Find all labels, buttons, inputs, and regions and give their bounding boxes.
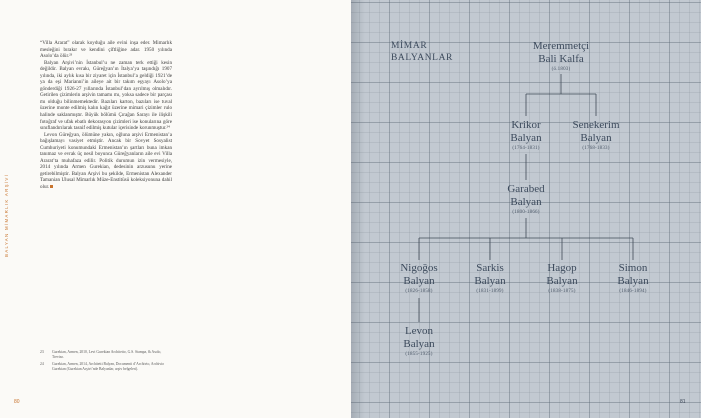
person-years: (1764-1831): [512, 146, 540, 151]
footnote-text: Gurekian, Armen, 2014, Architetti Balyan, Documenti d’Archivio, Archivio Gurekian (Gurekian Arşivi’nde Balyanlar, arşiv belgeleri).: [52, 362, 165, 372]
person-years: (1831-1899): [476, 289, 504, 294]
person-name-line-1: Levon: [404, 325, 434, 337]
footnote-number: 23: [40, 350, 44, 354]
person-years: (1800-1866): [512, 210, 540, 215]
person-name-line-1: Simon: [618, 262, 648, 274]
page-number-left: 80: [14, 399, 20, 405]
person-name-line-1: Garabed: [507, 183, 545, 195]
person-years: (1846-1894): [619, 289, 647, 294]
person-senekerim-balyan: [551, 119, 641, 151]
paragraph-3: [40, 132, 172, 191]
person-name-line-2: Balyan: [403, 337, 435, 350]
body-text: [40, 40, 172, 191]
paragraph-1: “Villa Ararat” olarak koyduğu aile evini inşa eder. Mimarlık mesleğini bırakır ve kendini çiftliğine adar. 1950 yılında Asolo’da ölür.²³: [40, 40, 172, 60]
person-years: (1768-1833): [582, 146, 610, 151]
person-mermemetci-bali-kalfa: [516, 40, 606, 72]
footnote-text: Gurekian, Armen, 2010, Levi Gurekian Architetto, G.S. Stampa, & Asolo, Treviso.: [52, 350, 162, 360]
footnotes: [40, 350, 172, 374]
end-of-article-square-icon: [50, 185, 53, 188]
person-name-line-2: Balyan: [510, 131, 542, 144]
footnote-24: [40, 362, 172, 372]
paragraph-2: Balyan Arşivi’nin İstanbul’u ne zaman terk ettiği kesin değildir. Balyan evrakı, Güreğyan’ın İtalya’ya taşındığı 1907 yılında, iki aylık kısa bir ziyaret için İstanbul’a geldiği 1921’de ya da eşi Marianni’in aileye ait bir takım eşyayı Asolo’ya gönderdiği 1926-27 yıllarında İstanbul’dan ayrılmış olmalıdır. Getirilen çizimlerin arşivin tamamı mı, yoksa sadece bir parçası mı olduğu bilinmemektedir. Bazıları karton, bazıları ise tuval üzerine monte edilmiş kalın kağıt üzerine mimari çizimler rulo halinde saklanmıştır. Büyük bölümü Çırağan Sarayı ile ilişkili fotoğraf ve ufak ebatlı dekorasyon çizimleri ise konularına göre sınıflandırılarak tasnif edilmiş kutular içerisinde korunmuştur.²⁴: [40, 59, 172, 132]
person-simon-balyan: [588, 262, 678, 294]
footnote-23: [40, 350, 172, 360]
person-name-line-1: Nigoğos: [400, 262, 438, 274]
running-head: BALYAN MİMARLIK ARŞİVİ: [4, 173, 9, 257]
person-name-line-2: Balyan: [580, 131, 612, 144]
tree-title: [391, 40, 481, 64]
person-name-line-1: Senekerim: [572, 119, 620, 131]
person-name-line-2: Balyan: [546, 274, 578, 287]
person-name-line-2: Balyan: [403, 274, 435, 287]
person-name-line-2: Balyan: [510, 195, 542, 208]
person-name-line-1: Meremmetçi: [532, 40, 590, 52]
person-name-line-1: Krikor: [511, 119, 541, 131]
person-name-line-2: Bali Kalfa: [538, 52, 584, 65]
person-name-line-1: Hagop: [547, 262, 577, 274]
person-years: (1838-1875): [548, 289, 576, 294]
footnote-number: 24: [40, 362, 44, 367]
person-garabed-balyan: [481, 183, 571, 215]
person-name-line-2: Balyan: [474, 274, 506, 287]
page-number-right: 81: [680, 399, 686, 405]
person-name-line-2: Balyan: [617, 274, 649, 287]
person-years: (1826-1858): [405, 289, 433, 294]
tree-title-line-2: BALYANLAR: [391, 53, 453, 63]
person-years: (1855-1925): [405, 352, 433, 357]
person-name-line-1: Sarkis: [476, 262, 504, 274]
person-levon-balyan: [374, 325, 464, 357]
person-years: (ö.1803): [551, 67, 571, 72]
paragraph-3-text: Levon Güreğyan, ölümüne yakın, oğluna arşivi Ermenistan’a bağışlamayı vasiyet etmiştir. Ancak bir Sovyet Sosyalist Cumhuriyeti konumundaki Ermenistan’ın şartları buna imkan tanımaz ve evrak üç nesil boyunca Güreğyanların aile evi Villa Ararat’ta muhafaza edilir. Politik durumun izin vermesiyle, 2014 yılında Armen Gurekian, dedesinin arzusunu yerine getirebilmiştir. Balyan Arşivi bu şekilde, Ermenistan Alexander Tamanian Ulusal Mimarlık Müze-Enstitüsü koleksiyonuna dahil olur.: [40, 131, 172, 191]
tree-title-line-1: MİMAR: [391, 41, 428, 51]
right-page: [351, 0, 701, 418]
